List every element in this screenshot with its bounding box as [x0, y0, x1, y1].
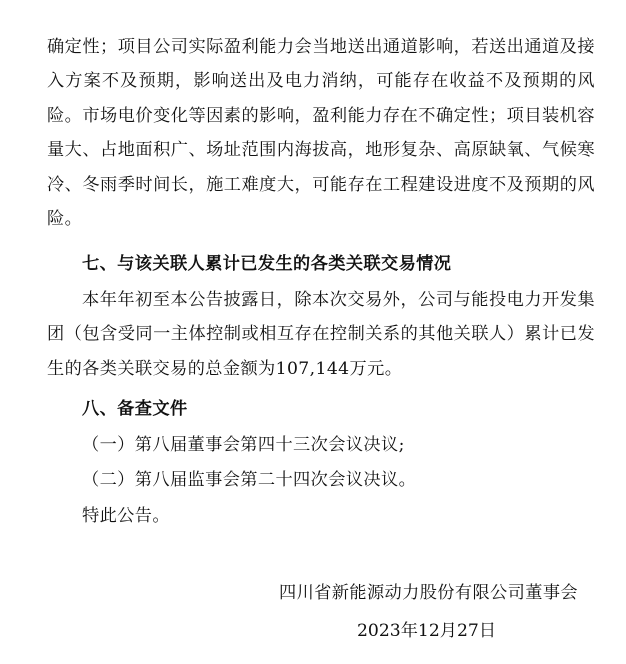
- signature-date: 2023年12月27日: [357, 621, 497, 641]
- reference-document-item: （一）第八届董事会第四十三次会议决议;: [82, 435, 405, 455]
- risk-paragraph: 确定性；项目公司实际盈利能力会当地送出通道影响，若送出通道及接入方案不及预期，影响送出及电力消纳，可能存在收益不及预期的风险。市场电价变化等因素的影响，盈利能力存在不确定性；项目装机容量大、占地面积广、场址范围内海拔高，地形复杂、高原缺氧、气候寒冷、冬雨季时间长，施工难度大，可能存在工程建设进度不及预期的风险。: [47, 37, 595, 230]
- section-heading-reference-documents: 八、备查文件: [82, 399, 188, 419]
- reference-document-item: （二）第八届监事会第二十四次会议决议。: [82, 470, 417, 490]
- section-heading-related-transactions: 七、与该关联人累计已发生的各类关联交易情况: [82, 254, 452, 274]
- related-transactions-paragraph: 本年年初至本公告披露日，除本次交易外，公司与能投电力开发集团（包含受同一主体控制或相互存在控制关系的其他关联人）累计已发生的各类关联交易的总金额为107,144万元。: [47, 290, 595, 379]
- closing-statement: 特此公告。: [82, 506, 170, 526]
- signature-company: 四川省新能源动力股份有限公司董事会: [279, 583, 578, 603]
